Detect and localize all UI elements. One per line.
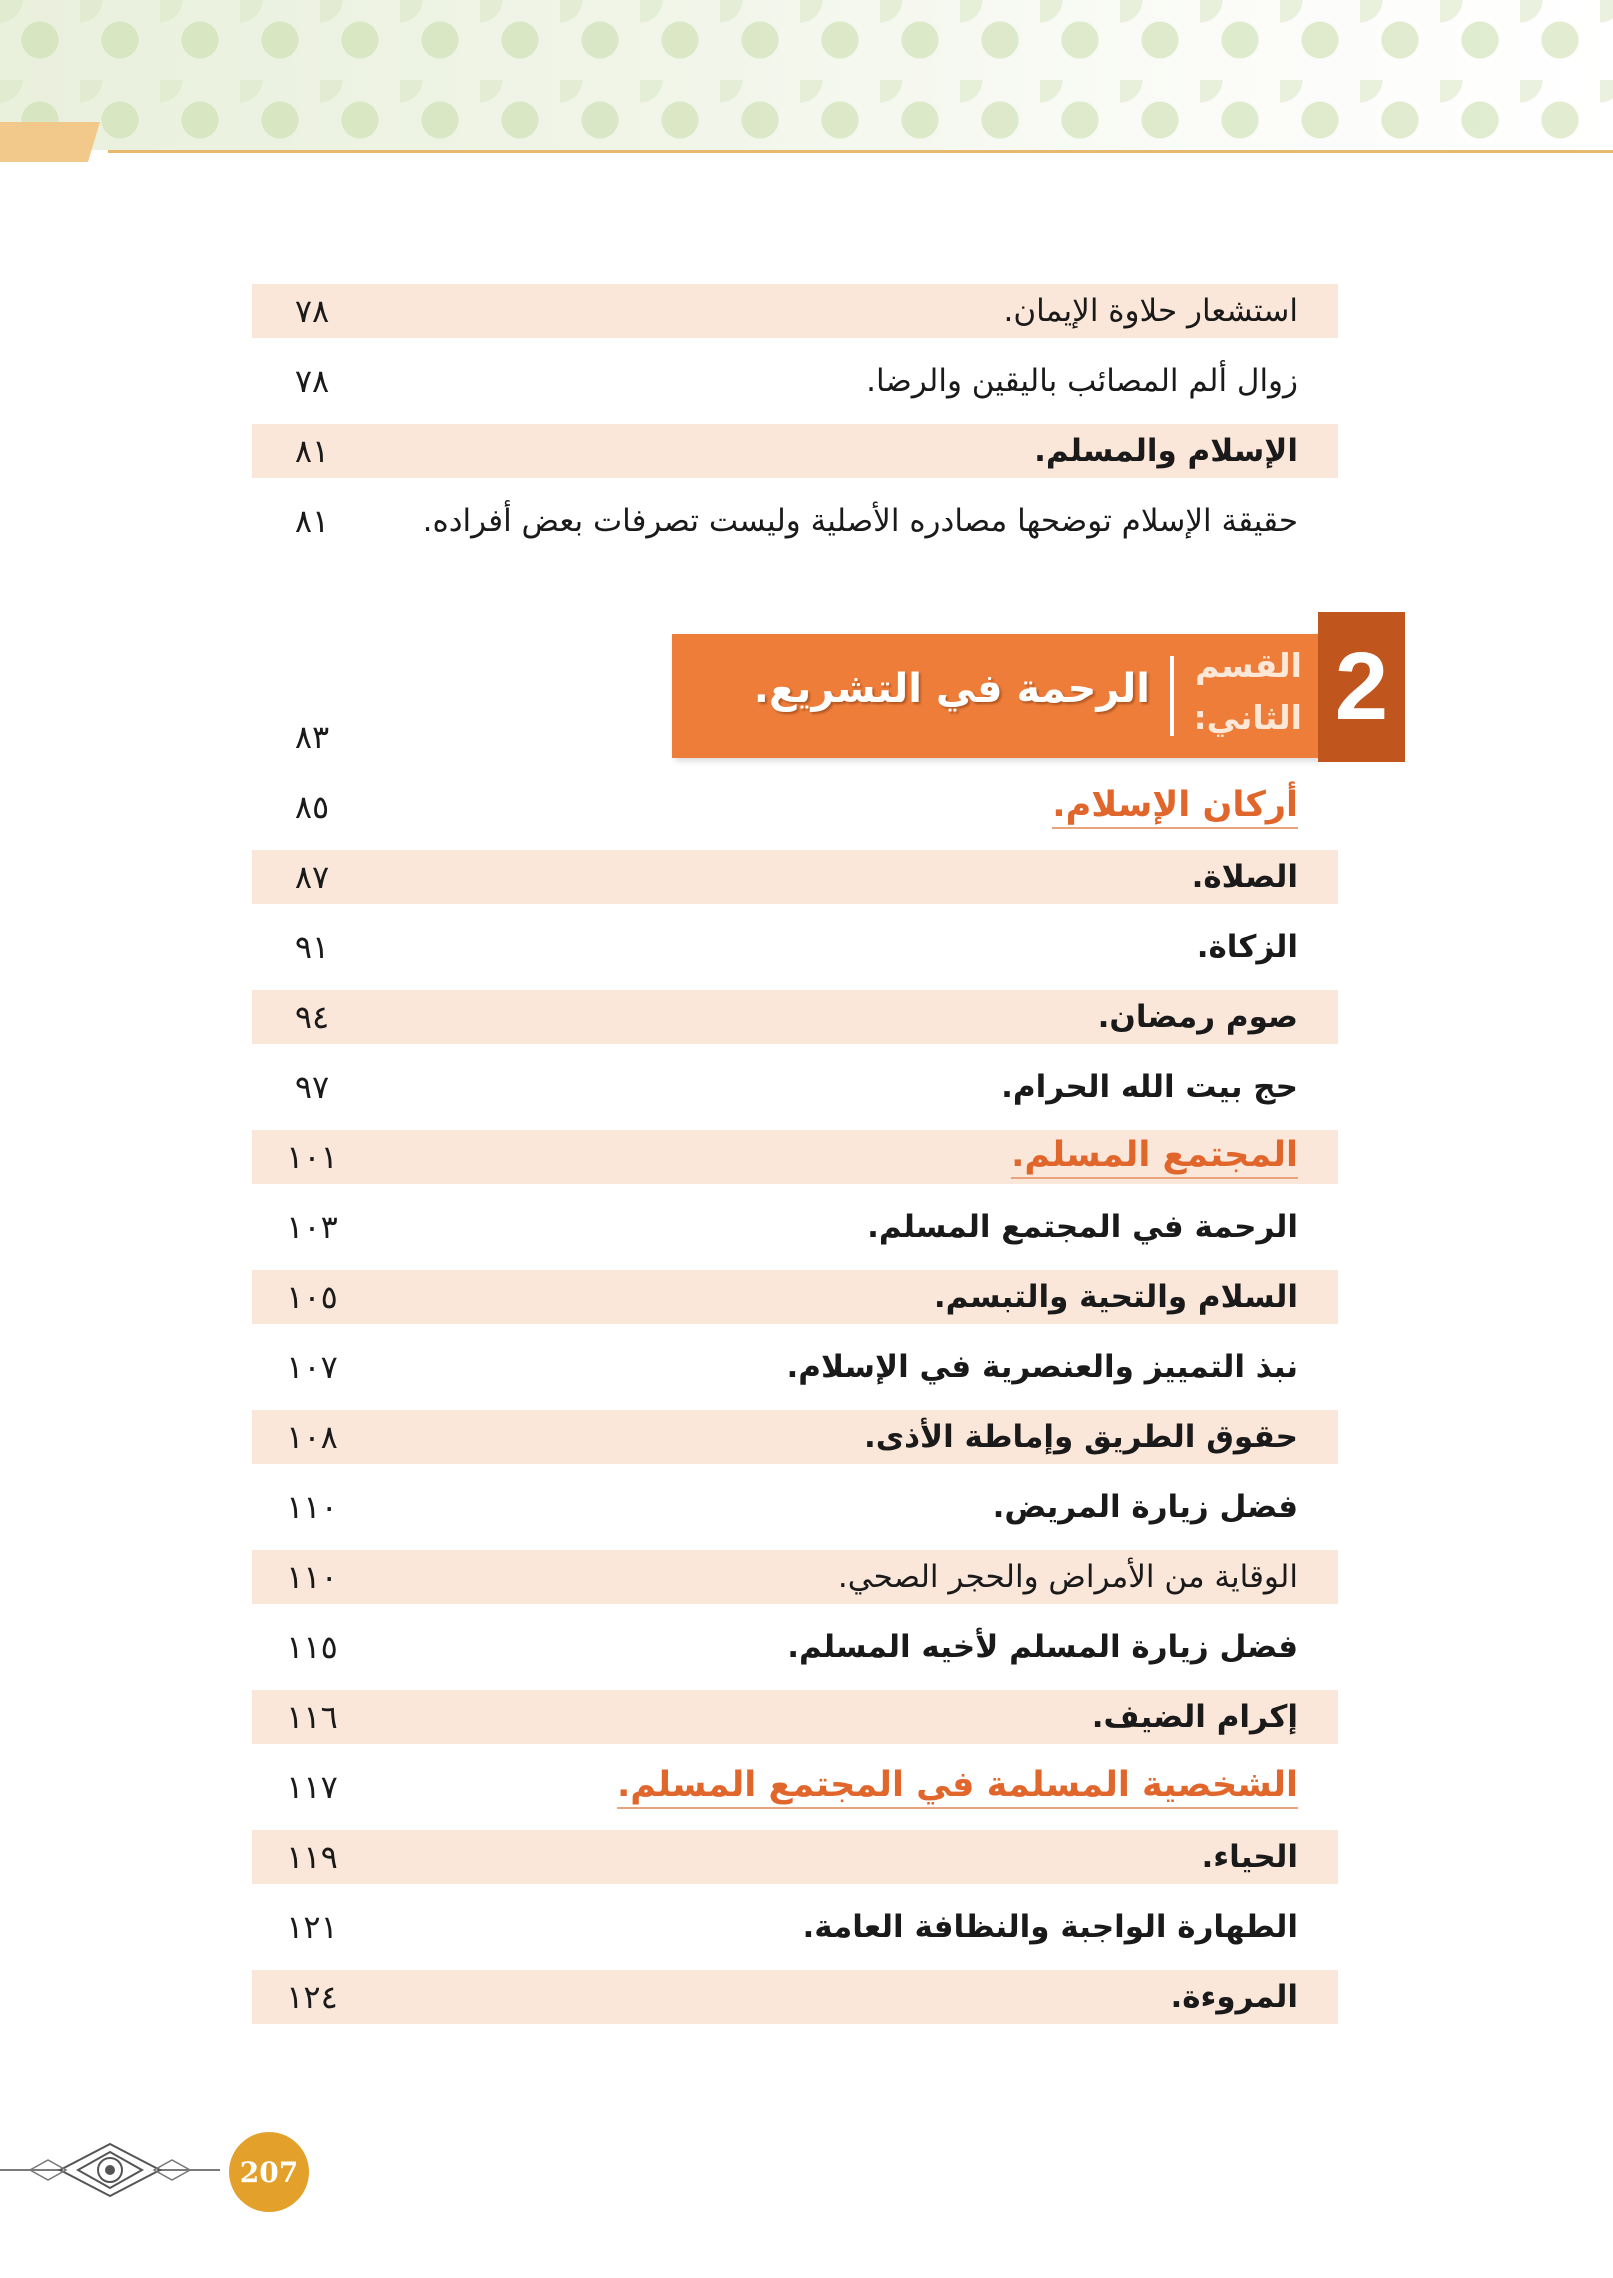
toc-row-title: الزكاة. — [1196, 929, 1298, 965]
toc-row-page: ١٢١ — [286, 1908, 338, 1946]
toc-row-title: حج بيت الله الحرام. — [1001, 1069, 1298, 1105]
toc-row-title: السلام والتحية والتبسم. — [933, 1279, 1298, 1315]
toc-row-title: الوقاية من الأمراض والحجر الصحي. — [837, 1559, 1298, 1595]
toc-row[interactable] — [252, 494, 1338, 548]
toc-row-title: الصلاة. — [1191, 859, 1298, 895]
toc-row-title: نبذ التمييز والعنصرية في الإسلام. — [786, 1349, 1298, 1385]
header-rule — [108, 150, 1613, 153]
toc-row-title: إكرام الضيف. — [1091, 1699, 1298, 1735]
toc-row-page: ٧٨ — [294, 362, 330, 400]
toc-row-title: استشعار حلاوة الإيمان. — [1003, 293, 1298, 329]
toc-row-page: ٩١ — [294, 928, 330, 966]
section-label-line1: القسم — [1195, 646, 1302, 685]
toc-row-page: ١٠١ — [286, 1138, 338, 1176]
toc-row-title: حقيقة الإسلام توضحها مصادره الأصلية وليست تصرفات بعض أفراده. — [422, 503, 1298, 539]
toc-row-title: الطهارة الواجبة والنظافة العامة. — [802, 1909, 1298, 1945]
toc-row[interactable] — [252, 990, 1338, 1044]
toc-row[interactable] — [252, 1270, 1338, 1324]
toc-row-title: فضل زيارة المريض. — [992, 1489, 1298, 1525]
page-number-badge: 207 — [229, 2132, 309, 2212]
toc-row[interactable] — [252, 1690, 1338, 1744]
section-title[interactable]: الرحمة في التشريع. — [753, 666, 1150, 712]
toc-row-title: صوم رمضان. — [1097, 999, 1298, 1035]
toc-row-page: ٨١ — [294, 502, 330, 540]
header-decoration — [0, 0, 1613, 150]
section-page: ٨٣ — [294, 718, 330, 756]
toc-row-title: زوال ألم المصائب باليقين والرضا. — [866, 363, 1298, 399]
toc-row-page: ٨١ — [294, 432, 330, 470]
toc-row[interactable] — [252, 1410, 1338, 1464]
toc-row-page: ١١٧ — [286, 1768, 338, 1806]
toc-row-title: الرحمة في المجتمع المسلم. — [867, 1209, 1298, 1245]
toc-heading-title: المجتمع المسلم. — [372, 1135, 1338, 1179]
toc-row[interactable] — [252, 850, 1338, 904]
toc-row-page: ١١٩ — [286, 1838, 338, 1876]
toc-heading-title: الشخصية المسلمة في المجتمع المسلم. — [372, 1765, 1338, 1809]
toc-row-page: ١١٦ — [286, 1698, 338, 1736]
toc-row[interactable] — [252, 1480, 1338, 1534]
toc-row[interactable] — [252, 920, 1338, 974]
section-label-line2: الثاني: — [1193, 698, 1302, 737]
toc-heading-row[interactable] — [252, 1130, 1338, 1184]
section-divider — [1170, 656, 1174, 736]
section-page-row — [252, 710, 372, 764]
toc-row-title: الإسلام والمسلم. — [1034, 433, 1298, 469]
toc-heading-row[interactable] — [252, 780, 1338, 834]
toc-heading-row[interactable] — [252, 1760, 1338, 1814]
toc-row-page: ١١٠ — [286, 1488, 338, 1526]
toc-row[interactable] — [252, 1830, 1338, 1884]
toc-row-title: الحياء. — [1201, 1839, 1298, 1875]
toc-row-title: فضل زيارة المسلم لأخيه المسلم. — [787, 1629, 1298, 1665]
toc-row-page: ١١٠ — [286, 1558, 338, 1596]
toc-row-page: ١٠٧ — [286, 1348, 338, 1386]
toc-row-page: ١٠٣ — [286, 1208, 338, 1246]
toc-row[interactable] — [252, 284, 1338, 338]
section-label — [1172, 640, 1302, 752]
toc-row[interactable] — [252, 424, 1338, 478]
toc-row-page: ١٠٥ — [286, 1278, 338, 1316]
toc-row[interactable] — [252, 1200, 1338, 1254]
toc-row-title: المروءة. — [1170, 1979, 1298, 2015]
footer-ornament-icon — [0, 2130, 220, 2210]
toc-row-page: ٨٥ — [294, 788, 330, 826]
section-number-box — [1318, 612, 1405, 762]
toc-row-page: ٩٧ — [294, 1068, 330, 1106]
toc-row-page: ٩٤ — [294, 998, 330, 1036]
toc-row-page: ٧٨ — [294, 292, 330, 330]
section-number: 2 — [1334, 633, 1389, 740]
toc-row[interactable] — [252, 1550, 1338, 1604]
toc-row-page: ١٠٨ — [286, 1418, 338, 1456]
toc-row[interactable] — [252, 1970, 1338, 2024]
toc-heading-title: أركان الإسلام. — [372, 785, 1338, 829]
header-tab — [0, 122, 100, 162]
toc-row[interactable] — [252, 1060, 1338, 1114]
toc-row[interactable] — [252, 1340, 1338, 1394]
toc-row-page: ٨٧ — [294, 858, 330, 896]
toc-row[interactable] — [252, 1620, 1338, 1674]
toc-row[interactable] — [252, 354, 1338, 408]
toc-row[interactable] — [252, 1900, 1338, 1954]
toc-row-title: حقوق الطريق وإماطة الأذى. — [863, 1419, 1298, 1455]
toc-row-page: ١٢٤ — [286, 1978, 338, 2016]
toc-row-page: ١١٥ — [286, 1628, 338, 1666]
